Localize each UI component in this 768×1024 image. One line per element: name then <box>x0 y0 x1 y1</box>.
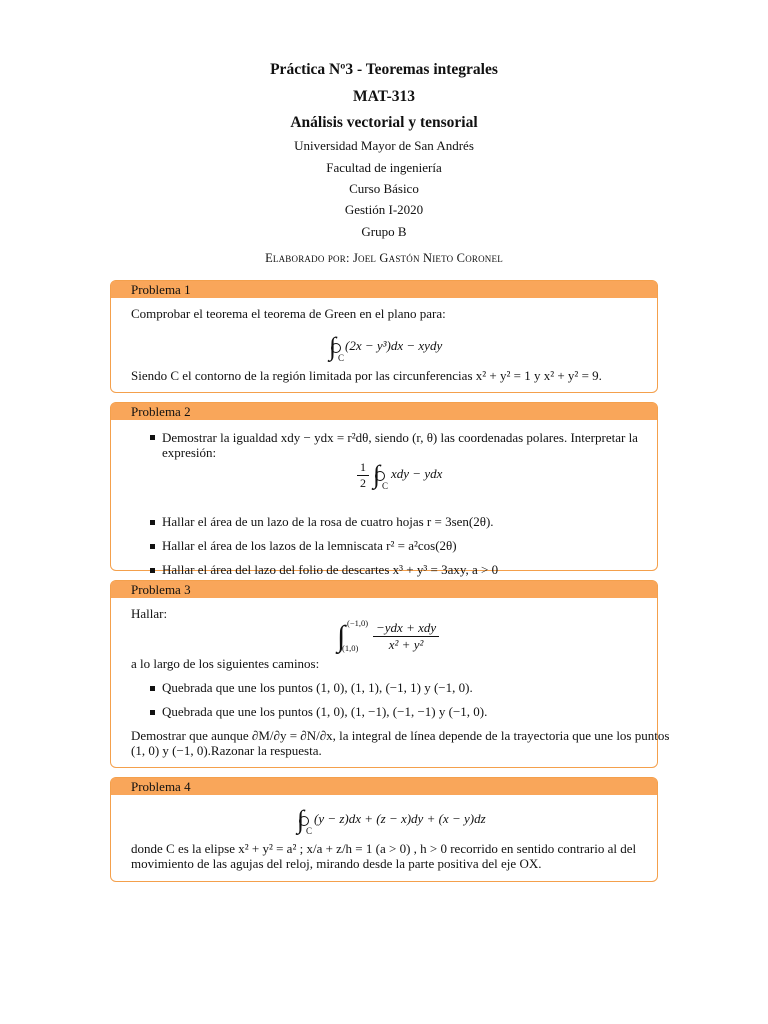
problem-3-closing-2: (1, 0) y (−1, 0).Razonar la respuesta. <box>131 743 322 758</box>
bullet <box>150 435 155 440</box>
integral-lower-limit: (1,0) <box>342 643 359 653</box>
integral-upper-limit: (−1,0) <box>347 618 369 628</box>
problem-2-item-1-cont: expresión: <box>162 445 217 460</box>
bullet <box>150 544 155 549</box>
faculty: Facultad de ingeniería <box>326 160 442 175</box>
problem-2-item-4: Hallar el área del lazo del folio de descartes x³ + y³ = 3axy, a > 0 <box>162 562 499 577</box>
problem-1-intro: Comprobar el teorema el teorema de Green en el plano para: <box>131 306 446 321</box>
problem-3-closing-1: Demostrar que aunque ∂M/∂y = ∂N/∂x, la integral de línea depende de la trayectoria que une los puntos <box>131 728 670 743</box>
contour-integral-sign: ∫ <box>329 334 336 360</box>
university: Universidad Mayor de San Andrés <box>294 138 474 153</box>
integral-subscript: C <box>306 826 313 836</box>
problem-2-item-1: Demostrar la igualdad xdy − ydx = r²dθ, siendo (r, θ) las coordenadas polares. Interpretar la <box>162 430 638 445</box>
bullet <box>150 710 155 715</box>
group: Grupo B <box>361 224 407 239</box>
bullet <box>150 568 155 573</box>
one-half-fraction: $\frac{1}{2}$ <box>357 460 369 491</box>
problem-3-intro: Hallar: <box>131 606 168 621</box>
problem-3-item-1: Quebrada que une los puntos (1, 0), (1, 1), (−1, 1) y (−1, 0). <box>162 680 473 695</box>
problem-2-box <box>110 402 658 577</box>
problem-1-integral: (2x − y³)dx − xydy <box>345 338 443 353</box>
problem-3-box <box>110 580 670 768</box>
problem-3-item-2: Quebrada que une los puntos (1, 0), (1, −1), (−1, −1) y (−1, 0). <box>162 704 488 719</box>
problem-1-box <box>110 280 658 393</box>
author-line: Elaborado por: Joel Gastón Nieto Coronel <box>265 251 503 265</box>
problem-1-title: Problema 1 <box>111 281 657 298</box>
term: Gestión I-2020 <box>344 202 424 217</box>
problem-4-integral: (y − z)dx + (z − x)dy + (x − y)dz <box>314 811 486 826</box>
bullet <box>150 686 155 691</box>
contour-integral-sign: ∫ <box>373 462 380 488</box>
problem-4-box <box>110 777 658 882</box>
problem-2-title: Problema 2 <box>111 403 657 420</box>
problem-3-title: Problema 3 <box>111 581 657 598</box>
integral-subscript: C <box>338 353 345 363</box>
problem-4-text-2: movimiento de las agujas del reloj, mirando desde la parte positiva del eje OX. <box>131 856 542 871</box>
problem-4-title: Problema 4 <box>111 778 657 795</box>
bullet <box>150 520 155 525</box>
contour-integral-sign: ∫ <box>297 807 304 833</box>
document-title: Práctica Nº3 - Teoremas integrales <box>270 61 498 78</box>
course-code: MAT-313 <box>353 88 415 105</box>
problem-4-text-1: donde C es la elipse x² + y² = a² ; x/a + z/h = 1 (a > 0) , h > 0 recorrido en sentido contrario al del <box>131 841 637 856</box>
problem-2-item-2: Hallar el área de un lazo de la rosa de cuatro hojas r = 3sen(2θ). <box>162 514 494 529</box>
course-name: Análisis vectorial y tensorial <box>290 114 478 131</box>
integrand-fraction: −ydx + xdy x² + y² <box>373 620 439 653</box>
level: Curso Básico <box>349 181 419 196</box>
problem-2-integral: xdy − ydx <box>391 466 443 481</box>
problem-3-paths-intro: a lo largo de los siguientes caminos: <box>131 656 320 671</box>
problem-1-closing: Siendo C el contorno de la región limitada por las circunferencias x² + y² = 1 y x² + y² = 9. <box>131 368 602 383</box>
integral-subscript: C <box>382 481 389 491</box>
line-integral-sign: ∫ <box>337 620 346 653</box>
problem-2-item-3: Hallar el área de los lazos de la lemniscata r² = a²cos(2θ) <box>162 538 457 553</box>
